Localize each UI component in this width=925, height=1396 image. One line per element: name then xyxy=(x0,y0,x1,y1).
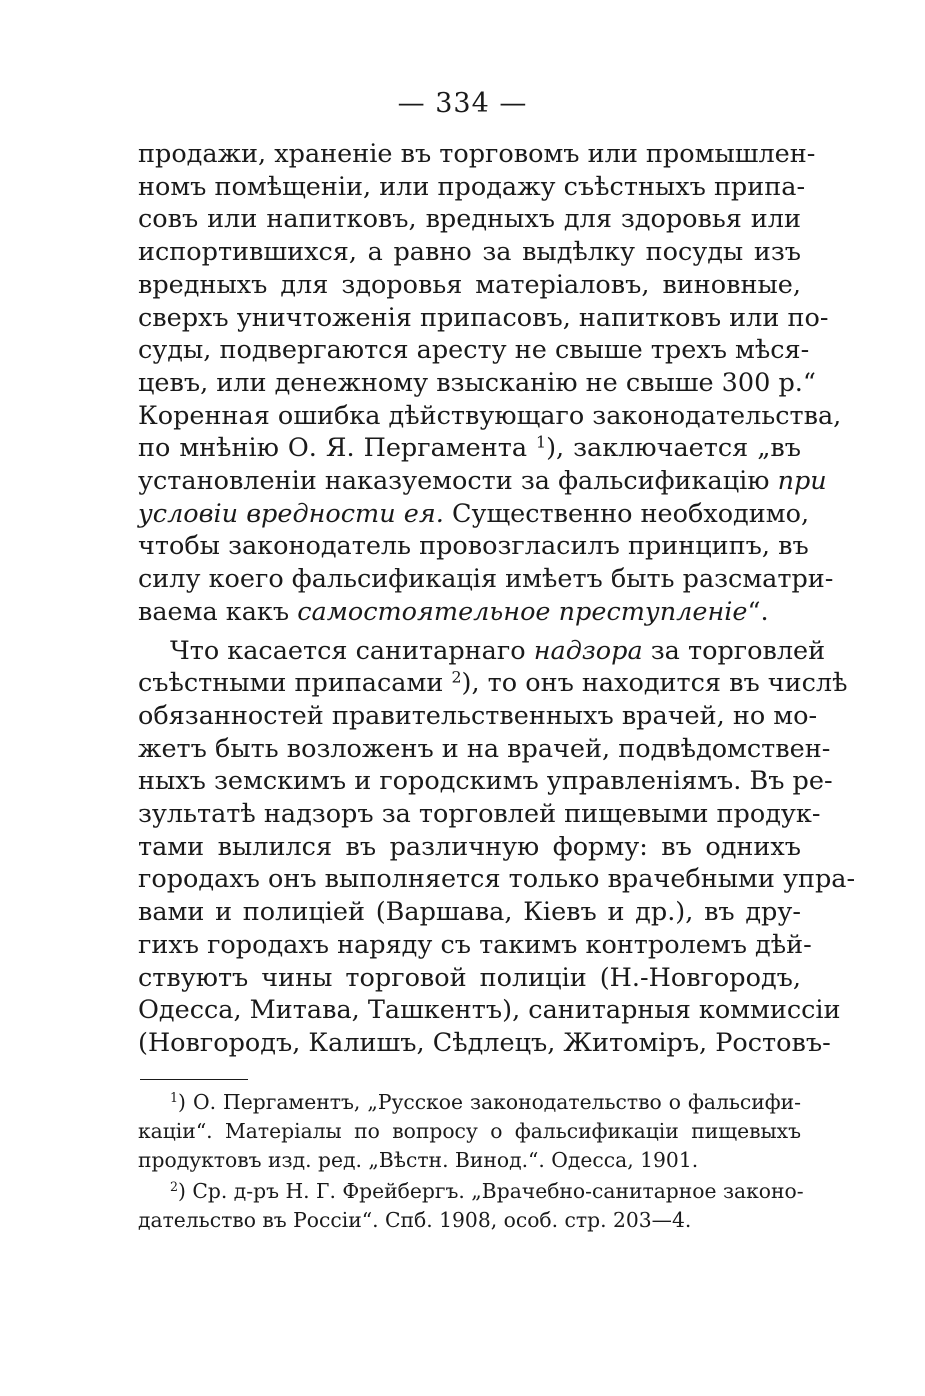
text-line: тами вылился въ различную форму: въ однихъ xyxy=(138,831,801,862)
footnote-ref[interactable]: 1 xyxy=(536,432,547,452)
text-line xyxy=(138,635,826,668)
page-number: — 334 — xyxy=(397,88,528,119)
text-segment: Что касается санитарнаго xyxy=(170,635,526,666)
italic-emphasis: условіи вредности ея. xyxy=(138,498,444,529)
text-line: совъ или напитковъ, вредныхъ для здоровья или xyxy=(138,204,801,235)
text-line xyxy=(138,498,810,531)
text-line xyxy=(138,667,848,700)
italic-emphasis: самостоятельное преступленіе xyxy=(297,596,748,627)
text-line: цевъ, или денежному взысканію не свыше 300 р.“ xyxy=(138,367,816,398)
text-segment: Существенно необходимо, xyxy=(451,498,810,529)
text-segment: съѣстными припасами xyxy=(138,668,444,699)
text-line: силу коего фальсификація имѣетъ быть разсматри- xyxy=(138,564,834,595)
text-line: обязанностей правительственныхъ врачей, но мо- xyxy=(138,700,818,731)
footnote-line: дательство въ Россіи“. Спб. 1908, особ. стр. 203—4. xyxy=(138,1208,692,1232)
text-segment: ) О. Пергаментъ, „Русское законодательство о фальсифи- xyxy=(178,1090,801,1114)
text-line xyxy=(138,465,827,498)
italic-emphasis: надзора xyxy=(533,635,643,666)
text-line: зультатѣ надзоръ за торговлей пищевыми продук- xyxy=(138,799,821,830)
text-segment: ), то онъ находится въ числѣ xyxy=(461,668,848,699)
text-line: продажи, храненіе въ торговомъ или промышлен- xyxy=(138,139,816,169)
italic-emphasis: при xyxy=(777,466,827,497)
text-segment: установленіи наказуемости за фальсификацію xyxy=(138,466,770,497)
text-line xyxy=(138,596,801,629)
text-line: суды, подвергаются аресту не свыше трехъ мѣся- xyxy=(138,335,810,366)
text-line: гихъ городахъ наряду съ такимъ контролемъ дѣй- xyxy=(138,929,812,960)
text-segment: ваема какъ xyxy=(138,596,290,627)
text-line: ствуютъ чины торговой полиціи (Н.-Новгородъ, xyxy=(138,962,801,993)
body-text xyxy=(138,138,856,1060)
text-line: ныхъ земскимъ и городскимъ управленіямъ. Въ ре- xyxy=(138,766,833,797)
text-line: вами и полиціей (Варшава, Кіевъ и др.), въ дру- xyxy=(138,897,801,928)
text-line: (Новгородъ, Калишъ, Сѣдлецъ, Житоміръ, Ростовъ- xyxy=(138,1027,831,1058)
footnotes xyxy=(138,1088,804,1235)
text-segment: ), заключается „въ xyxy=(546,433,801,464)
text-line: Коренная ошибка дѣйствующаго законодательства, xyxy=(138,400,842,431)
footnote-mark: 1 xyxy=(170,1090,179,1106)
text-line: номъ помѣщеніи, или продажу съѣстныхъ припа- xyxy=(138,171,806,202)
text-segment: “. xyxy=(747,596,769,627)
footnote-divider xyxy=(140,1079,248,1080)
text-line: городахъ онъ выполняется только врачебными упра- xyxy=(138,864,856,895)
text-line: сверхъ уничтоженія припасовъ, напитковъ или по- xyxy=(138,302,829,333)
footnote-line xyxy=(138,1177,804,1206)
text-segment: за торговлей xyxy=(650,635,826,666)
text-line: вредныхъ для здоровья матеріаловъ, виновные, xyxy=(138,269,801,300)
text-line: испортившихся, а равно за выдѣлку посуды изъ xyxy=(138,237,801,268)
text-line: чтобы законодатель провозгласилъ принципъ, въ xyxy=(138,531,809,562)
footnote-line: продуктовъ изд. ред. „Вѣстн. Винод.“. Одесса, 1901. xyxy=(138,1148,699,1172)
text-segment: по мнѣнію О. Я. Пергамента xyxy=(138,433,528,464)
text-segment: ) Ср. д-ръ Н. Г. Фрейбергъ. „Врачебно-санитарное законо- xyxy=(178,1179,804,1203)
text-line: Одесса, Митава, Ташкентъ), санитарныя коммиссіи xyxy=(138,995,841,1026)
footnote-mark: 2 xyxy=(170,1179,179,1195)
text-line: жетъ быть возложенъ и на врачей, подвѣдомствен- xyxy=(138,733,831,764)
text-line xyxy=(138,432,801,465)
footnote-line: каціи“. Матеріалы по вопросу о фальсификаціи пищевыхъ xyxy=(138,1119,801,1143)
footnote-ref[interactable]: 2 xyxy=(451,667,462,687)
footnote-line xyxy=(138,1088,801,1117)
